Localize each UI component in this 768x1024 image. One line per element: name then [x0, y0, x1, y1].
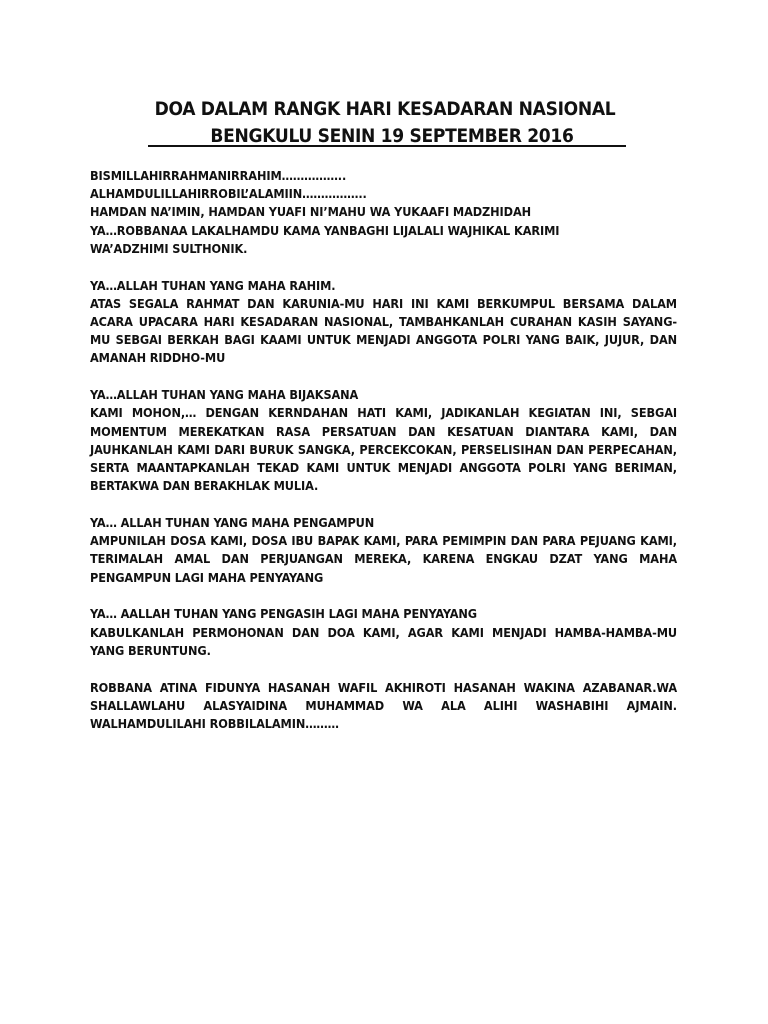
paragraph-text: KAMI MOHON,… DENGAN KERNDAHAN HATI KAMI, JADIKANLAH KEGIATAN INI, SEBGAI MOMENTUM MEREKATKAN RASA PERSATUAN DAN KESATUAN DIANTARA KAMI, DAN JAUHKANLAH KAMI DARI BURUK SANGKA, PERCEKCOKAN, PERSELISIHAN DAN PERPECAHAN, SERTA MAANTAPKANLAH TEKAD KAMI UNTUK MENJADI ANGGOTA POLRI YANG BERIMAN, BERTAKWA DAN BERAKHLAK MULIA.	[90, 405, 677, 494]
document-subtitle: BENGKULU SENIN 19 SEPTEMBER 2016	[210, 125, 574, 147]
paragraph-heading: YA…ALLAH TUHAN YANG MAHA RAHIM.	[90, 277, 336, 293]
document-subtitle-line	[90, 123, 680, 150]
title-block	[90, 96, 680, 150]
prayer-paragraph-pengampun	[90, 514, 677, 587]
subtitle-underline-wrap	[148, 123, 621, 150]
opening-block	[90, 167, 677, 258]
paragraph-heading: YA…ALLAH TUHAN YANG MAHA BIJAKSANA	[90, 387, 359, 403]
paragraph-text: AMPUNILAH DOSA KAMI, DOSA IBU BAPAK KAMI, PARA PEMIMPIN DAN PARA PEJUANG KAMI, TERIMALAH AMAL DAN PERJUANGAN MEREKA, KARENA ENGKAU DZAT YANG MAHA PENGAMPUN LAGI MAHA PENYAYANG	[90, 533, 677, 585]
paragraph-text: ATAS SEGALA RAHMAT DAN KARUNIA-MU HARI INI KAMI BERKUMPUL BERSAMA DALAM ACARA UPACARA HARI KESADARAN NASIONAL, TAMBAHKANLAH CURAHAN KASIH SAYANG-MU SEBGAI BERKAH BAGI KAAMI UNTUK MENJADI ANGGOTA POLRI YANG BAIK, JUJUR, DAN AMANAH RIDDHO-MU	[90, 295, 677, 366]
opening-line: WA’ADZHIMI SULTHONIK.	[90, 240, 248, 256]
prayer-paragraph-bijaksana	[90, 386, 677, 495]
prayer-paragraph-pengasih	[90, 605, 677, 660]
opening-line: YA…ROBBANAA LAKALHAMDU KAMA YANBAGHI LIJALALI WAJHIKAL KARIMI	[90, 222, 560, 238]
opening-line: BISMILLAHIRRAHMANIRRAHIM……………..	[90, 168, 347, 183]
paragraph-text: KABULKANLAH PERMOHONAN DAN DOA KAMI, AGAR KAMI MENJADI HAMBA-HAMBA-MU YANG BERUNTUNG.	[90, 624, 677, 658]
opening-line: ALHAMDULILLAHIRROBIL’ALAMIIN……………..	[90, 186, 367, 202]
paragraph-heading: YA… ALLAH TUHAN YANG MAHA PENGAMPUN	[90, 515, 375, 531]
paragraph-heading: YA… AALLAH TUHAN YANG PENGASIH LAGI MAHA PENYAYANG	[90, 606, 478, 622]
prayer-paragraph-rahim	[90, 277, 677, 368]
prayer-body	[90, 167, 677, 752]
opening-line: HAMDAN NA’IMIN, HAMDAN YUAFI NI’MAHU WA YUKAAFI MADZHIDAH	[90, 204, 532, 220]
document-title: DOA DALAM RANGK HARI KESADARAN NASIONAL	[154, 98, 616, 120]
closing-paragraph	[90, 679, 677, 734]
closing-text: ROBBANA ATINA FIDUNYA HASANAH WAFIL AKHIROTI HASANAH WAKINA AZABANAR.WA SHALLAWLAHU ALASYAIDINA MUHAMMAD WA ALA ALIHI WASHABIHI AJMAIN. WALHAMDULILAHI ROBBILALAMIN………	[90, 679, 677, 732]
